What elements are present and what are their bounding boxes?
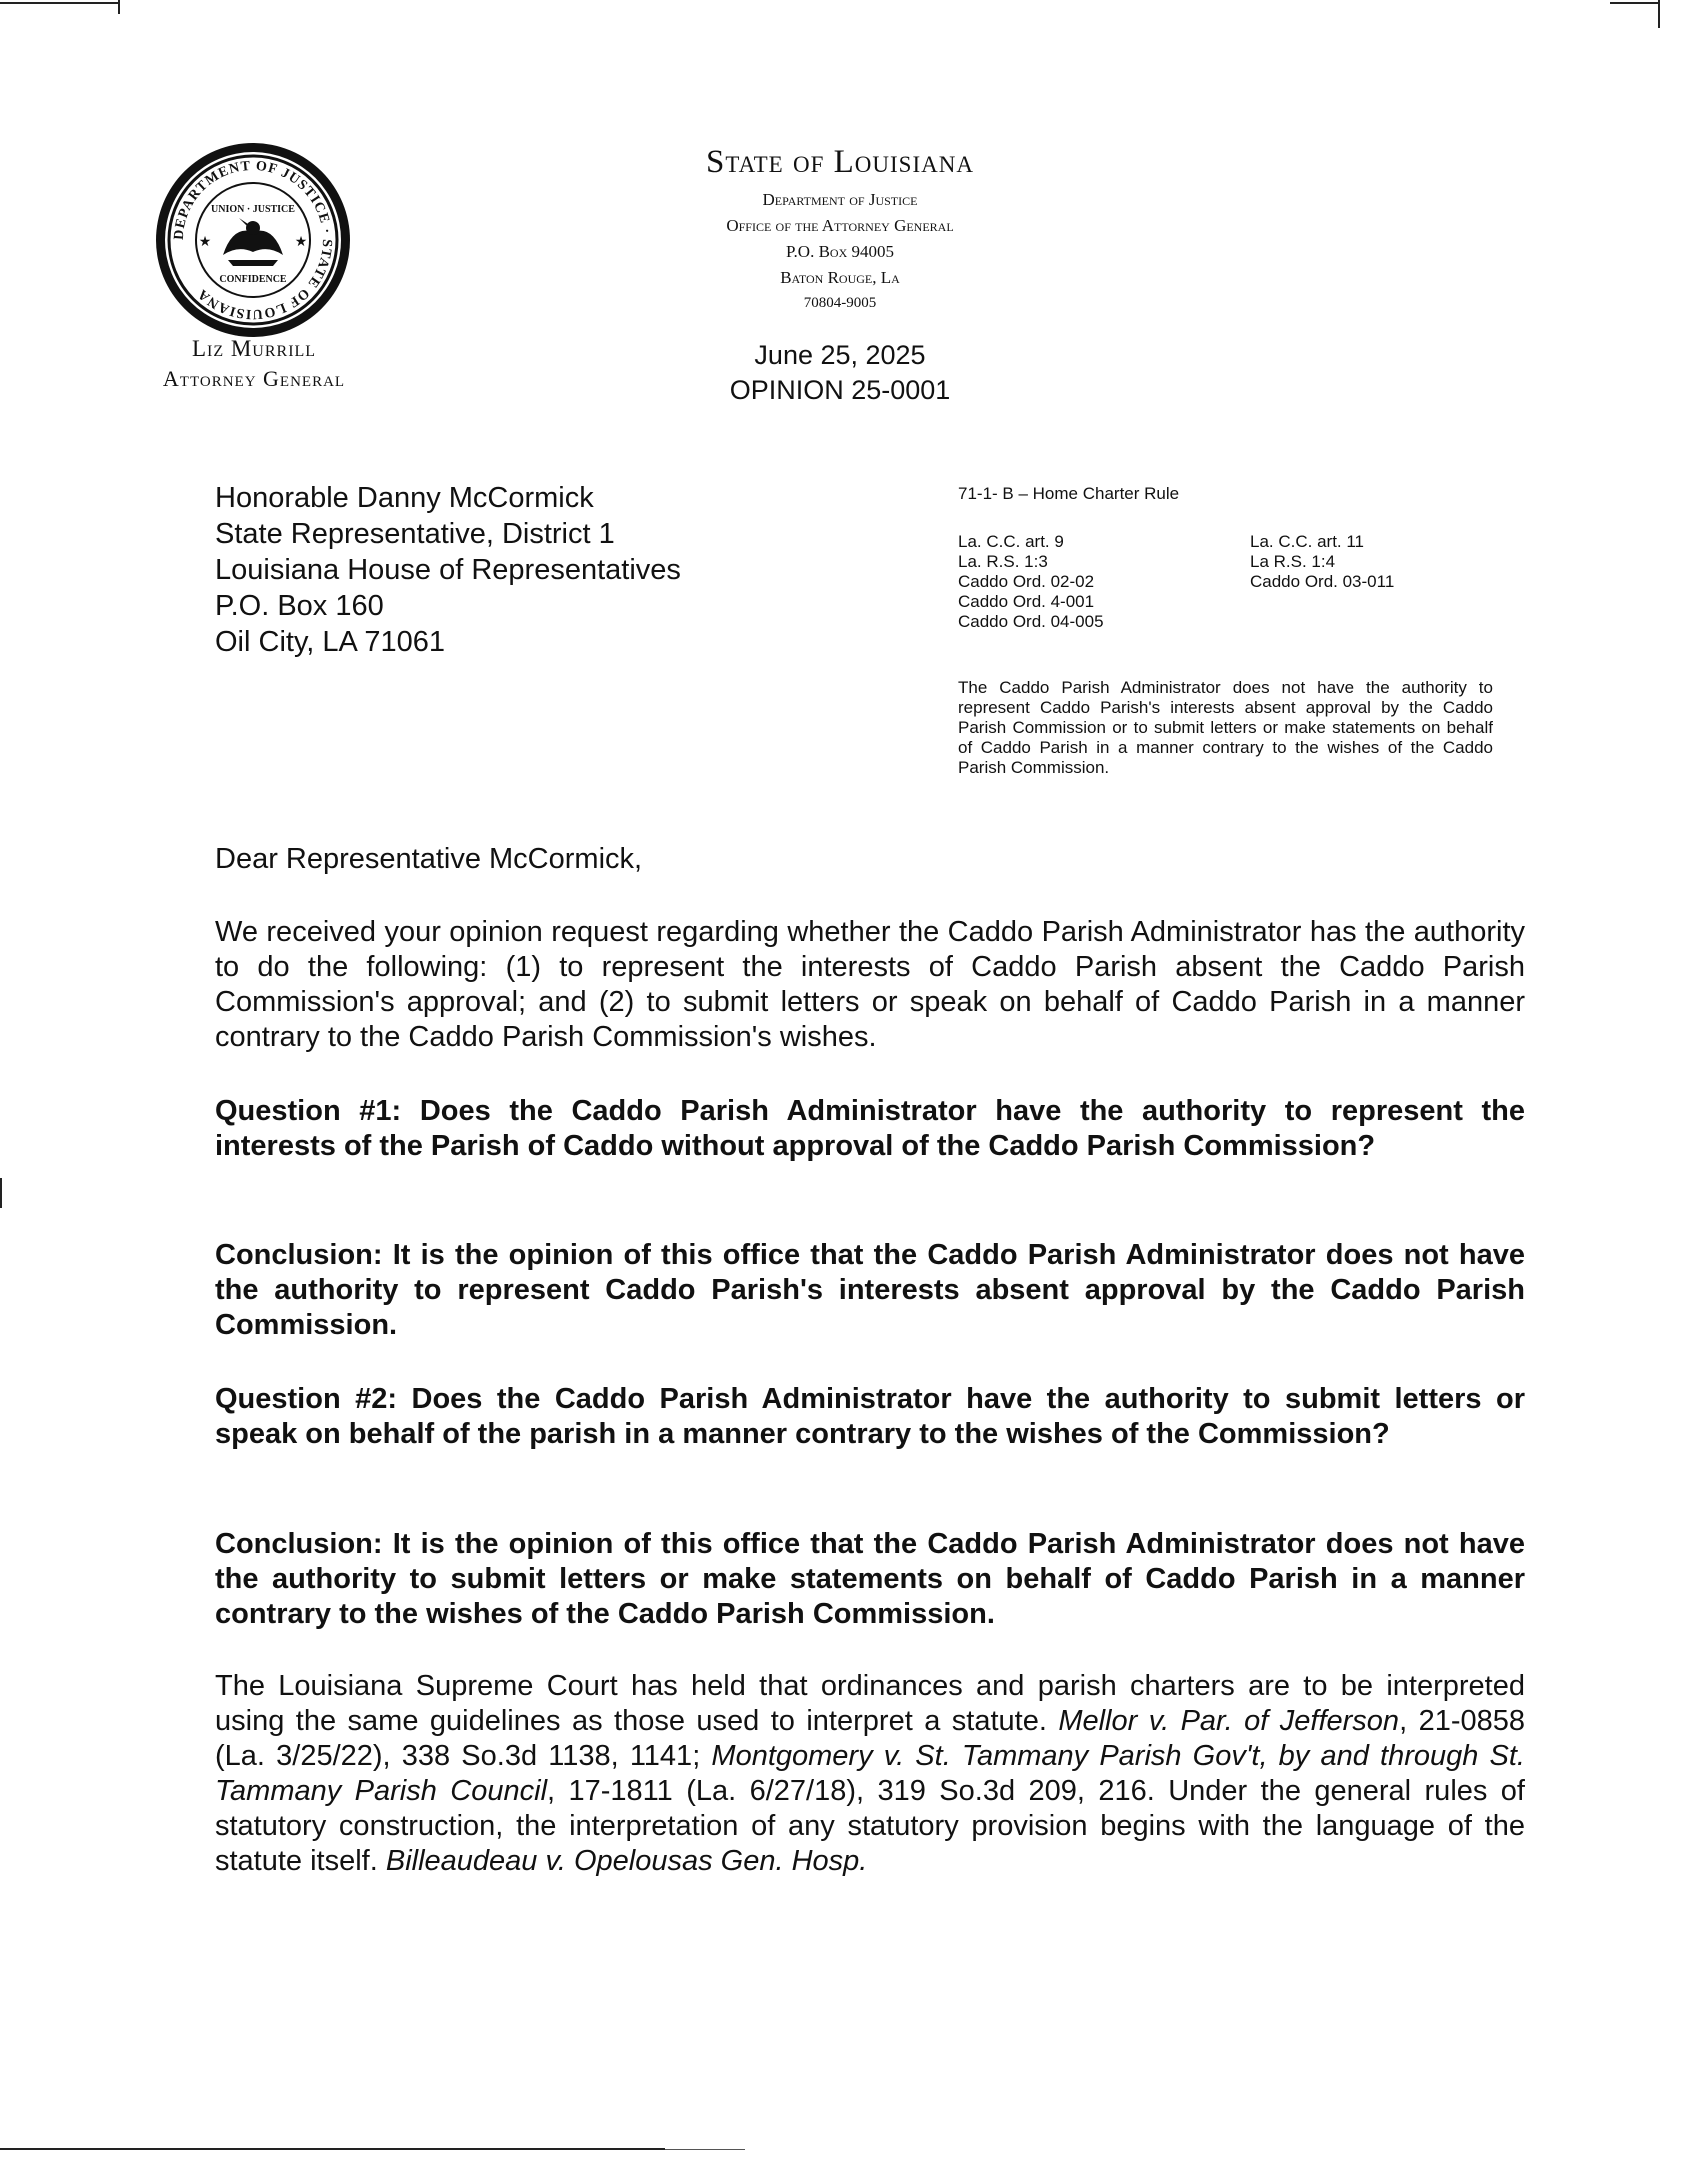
svg-text:★: ★ [198,233,212,249]
opinion-number: OPINION 25-0001 [729,375,951,405]
seal-ring-text: DEPARTMENT OF JUSTICE · STATE OF LOUISIANA [171,158,335,322]
case-citation: Montgomery v. St. Tammany Parish Gov't, by and through St. Tammany Parish Council [215,1740,1525,1807]
conclusion-2: Conclusion: It is the opinion of this office that the Caddo Parish Administrator does not have the authority to submit letters or make statements on behalf of Caddo Parish in a manner contrary to the wishes of the Caddo Parish Commission. [215,1528,1525,1630]
opinion-summary: The Caddo Parish Administrator does not have the authority to represent Caddo Parish's interests absent approval by the Caddo Parish Commission or to submit letters or make statements on behalf of Caddo Parish in a manner contrary to the wishes of the Caddo Parish Commission. [958,678,1493,777]
citations-column-1 [958,532,1104,632]
scan-edge-mark [1610,2,1658,4]
letterhead-department: Department of Justice [762,190,918,209]
letterhead-zip: 70804-9005 [803,295,877,311]
citation: La. C.C. art. 9 [958,532,1064,551]
letterhead-city: Baton Rouge, La [780,268,900,287]
letter-date: June 25, 2025 [754,340,926,370]
paragraph-text: , 21-0858 (La. 3/25/22), 338 So.3d 1138, 1141; [215,1705,1525,1772]
scan-edge-mark [0,2148,665,2150]
scan-edge-mark [1658,0,1660,28]
svg-text:★: ★ [294,233,308,249]
salutation: Dear Representative McCormick, [215,843,643,875]
attorney-general-name: Liz Murrill [191,336,317,361]
conclusion-1: Conclusion: It is the opinion of this office that the Caddo Parish Administrator does not have the authority to represent Caddo Parish's interests absent approval by the Caddo Parish Commission. [215,1239,1525,1341]
question-1: Question #1: Does the Caddo Parish Administrator have the authority to represent the interests of the Parish of Caddo without approval of the Caddo Parish Commission? [215,1095,1525,1162]
paragraph-text: The Louisiana Supreme Court has held that ordinances and parish charters are to be interpreted using the same guidelines as those used to interpret a statute. [215,1670,1525,1737]
letterhead-office: Office of the Attorney General [726,216,954,235]
citation: Caddo Ord. 04-005 [958,612,1104,631]
citation: La R.S. 1:4 [1250,552,1336,571]
attorney-general-title: Attorney General [162,366,346,391]
recipient-address [215,480,681,660]
scan-edge-mark [665,2149,745,2150]
citation: Caddo Ord. 03-011 [1250,572,1395,591]
scan-edge-mark [0,2,118,4]
citation: Caddo Ord. 02-02 [958,572,1095,591]
citations-column-2 [1250,532,1394,592]
recipient-name: Honorable Danny McCormick [215,482,594,514]
seal-banner-bottom: CONFIDENCE [219,274,287,285]
letterhead-state: State of Louisiana [706,144,974,180]
analysis-paragraph [215,1669,1525,1879]
recipient-city: Oil City, LA 71061 [215,626,445,658]
citation: Caddo Ord. 4-001 [958,592,1095,611]
question-2: Question #2: Does the Caddo Parish Administrator have the authority to submit letters or speak on behalf of the parish in a manner contrary to the wishes of the Commission? [215,1383,1525,1450]
scan-edge-mark [118,0,120,14]
recipient-po-box: P.O. Box 160 [215,590,384,622]
citation: La. R.S. 1:3 [958,552,1048,571]
recipient-title: State Representative, District 1 [215,518,615,550]
case-citation: Billeaudeau v. Opelousas Gen. Hosp. [385,1845,868,1877]
scan-edge-mark [0,1178,2,1208]
paragraph-text: , 17-1811 (La. 6/27/18), 319 So.3d 209, 216. Under the general rules of statutory construction, the interpretation of any statutory provision begins with the language of the statute itself. [215,1775,1525,1877]
sidebar-topic: 71-1- B – Home Charter Rule [958,484,1180,503]
recipient-body: Louisiana House of Representatives [215,554,681,586]
case-citation: Mellor v. Par. of Jefferson [1058,1705,1400,1737]
seal-banner-top: UNION · JUSTICE [211,204,295,215]
department-seal-icon [153,140,353,340]
letterhead-po-box: P.O. Box 94005 [785,242,895,261]
citation: La. C.C. art. 11 [1250,532,1365,551]
intro-paragraph: We received your opinion request regarding whether the Caddo Parish Administrator has the authority to do the following: (1) to represent the interests of Caddo Parish absent the Caddo Parish Commission's approval; and (2) to submit letters or speak on behalf of Caddo Parish in a manner contrary to the Caddo Parish Commission's wishes. [215,916,1525,1053]
